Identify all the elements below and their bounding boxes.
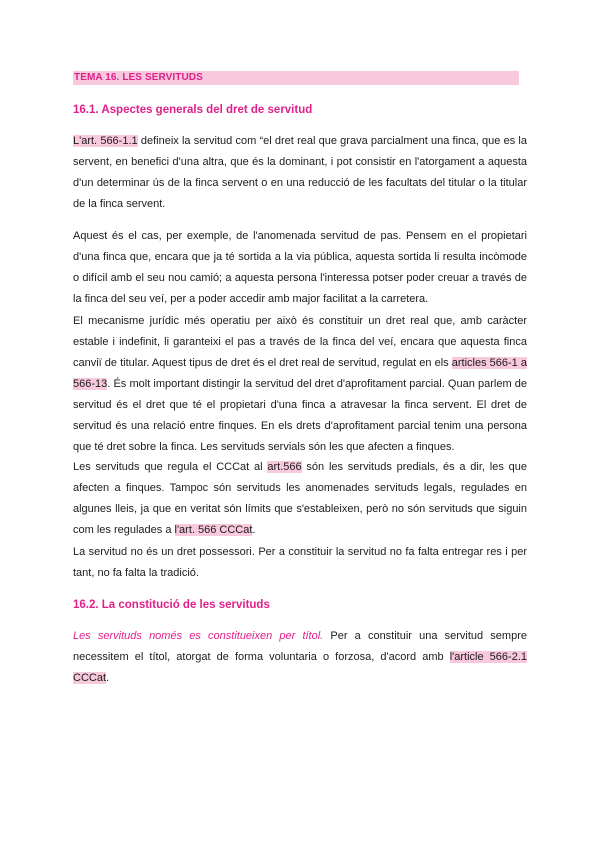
paragraph-3 — [73, 311, 527, 458]
paragraph-text: La servitud no és un dret possessori. Per a constituir la servitud no fa falta entregar res i per tant, no fa falta la tradició. — [73, 546, 527, 579]
paragraph-text: . — [106, 672, 110, 684]
paragraph-2 — [73, 226, 527, 310]
paragraph-text: . És molt important distingir la servitud del dret d'aprofitament parcial. Quan parlem de servitud és el dret que té el propietari d'una finca a atravesar la finca servent. El dret de servitud és una relació entre finques. En els drets d'aprofitament parcial tenim una persona que té dret sobre la finca. Les servituds servials són les que afecten a finques. — [73, 378, 527, 453]
document-title: TEMA 16. LES SERVITUDS — [73, 71, 519, 85]
paragraph-text: són les servituds predials, és a dir, les que afecten a finques. Tampoc són servituds les anomenades servituds legals, regulades en algunes lleis, ja que en veritat són límits que s'estableixen, però no són servituds que siguin com les regulades a — [73, 461, 527, 536]
paragraph-5 — [73, 542, 527, 584]
section-heading-1: 16.1. Aspectes generals del dret de servitud — [73, 104, 313, 116]
paragraph-text: . — [252, 524, 256, 536]
paragraph-6 — [73, 626, 527, 689]
paragraph-text: defineix la servitud com “el dret real que grava parcialment una finca, que es la servent, en benefici d'una altra, que és la dominant, i pot consistir en l'atorgament a aquesta d'un determinar ús de la finca servent o en una reducció de les facultats del titular o la titular de la finca servent. — [73, 135, 527, 210]
paragraph-text: Aquest és el cas, per exemple, de l'anomenada servitud de pas. Pensem en el propietari d'una finca que, encara que ja té sortida a la via pública, aquesta sortida li resulta incòmode o difícil amb el seu nou camió; a aquesta persona l'interessa potser poder creuar a través de la finca del seu veí, per a poder accedir amb major facilitat a la carretera. — [73, 230, 527, 305]
paragraph-4 — [73, 457, 527, 541]
paragraph-1 — [73, 131, 527, 215]
legal-reference: articles 566-1 a 566-13 — [73, 357, 527, 390]
italic-lead: Les servituds només es constitueixen per títol. — [73, 630, 324, 642]
legal-reference: l'article 566-2.1 CCCat — [73, 651, 527, 684]
paragraph-text: El mecanisme jurídic més operatiu per això és constituir un dret real que, amb caràcter estable i indefinit, li garanteixi el pas a través de la finca del veí, encara que aquesta finca canviï de titular. Aquest tipus de dret és el dret real de servitud, regulat en els — [73, 315, 527, 369]
section-heading-2: 16.2. La constitució de les servituds — [73, 599, 270, 611]
paragraph-text: Les servituds que regula el CCCat al — [73, 461, 268, 473]
legal-reference: art.566 — [267, 461, 302, 473]
legal-reference: l'art. 566 CCCat — [174, 524, 253, 536]
legal-reference: L'art. 566-1.1 — [73, 135, 138, 147]
paragraph-text: Per a constituir una servitud sempre necessitem el títol, atorgat de forma voluntaria o forzosa, d'acord amb — [73, 630, 527, 663]
